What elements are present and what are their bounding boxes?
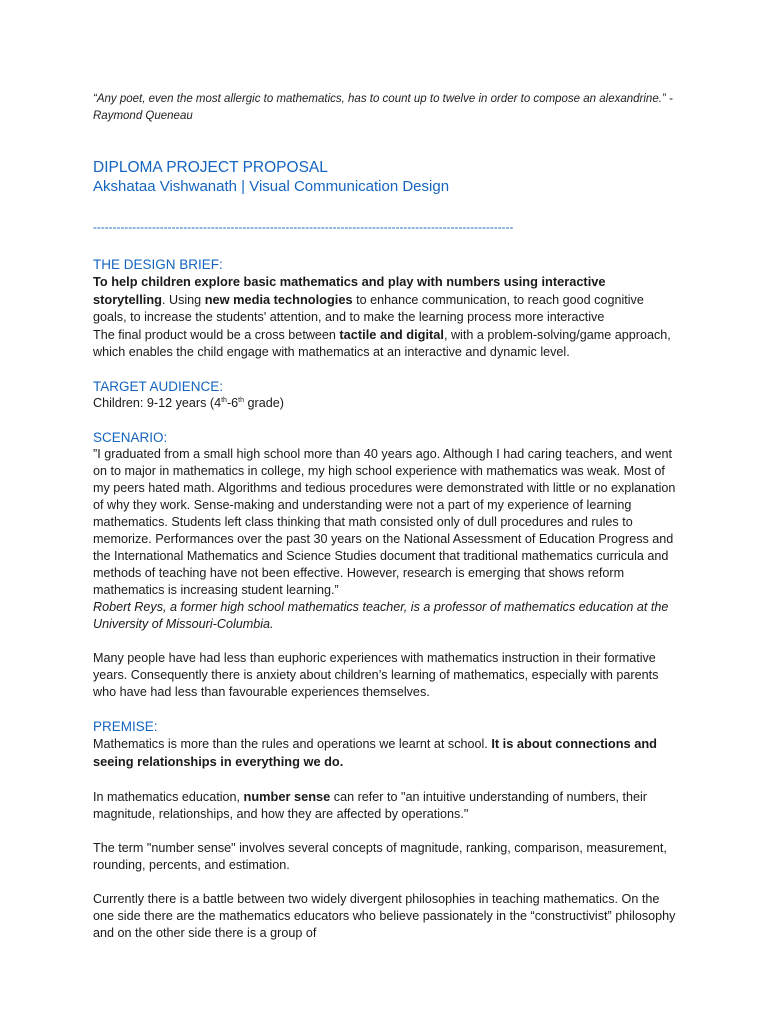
design-brief-tech: new media technologies [204,292,353,307]
design-brief-text: , with a problem-solving/game approach, which enables the child engage with mathematics at an interactive and dynamic level. [93,328,671,359]
target-audience-text [93,395,678,412]
document-page [93,91,678,942]
target-audience-part: Children: 9-12 years (4 [93,396,222,410]
design-brief-emphasis: tactile and digital [339,327,444,342]
epigraph-quote: “Any poet, even the most allergic to mathematics, has to count up to twelve in order to compose an alexandrine.” -Raymond Queneau [93,93,673,122]
premise-paragraph-2 [93,788,678,823]
ordinal-suffix: th [221,396,227,404]
design-brief-text: . Using [161,293,205,307]
author-line: Akshataa Vishwanath | Visual Communication Design [93,178,450,195]
target-audience-part: -6 [226,396,239,410]
scenario-heading: SCENARIO: [93,430,168,445]
premise-paragraph-1 [93,735,678,771]
scenario-attribution: Robert Reys, a former high school mathematics teacher, is a professor of mathematics education at the University of Missouri-Columbia. [93,600,669,631]
premise-heading: PREMISE: [93,719,158,734]
premise-text: In mathematics education, [93,790,244,804]
dashed-divider: ----------------------------------------------------------------------------------------------------------- [93,222,514,234]
document-title: DIPLOMA PROJECT PROPOSAL [93,159,328,176]
number-sense-term: number sense [243,789,331,804]
design-brief-heading: THE DESIGN BRIEF: [93,257,223,272]
premise-text: Mathematics is more than the rules and operations we learnt at school. [93,737,492,751]
premise-text: can refer to "an intuitive understanding of numbers, their magnitude, relationships, and how they are affected by operations." [93,790,647,821]
design-brief-text: to enhance communication, to reach good cognitive goals, to increase the students' attention, and to make the learning process more interactive [93,293,644,324]
premise-emphasis: It is about connections and seeing relationships in everything we do. [93,736,657,769]
ordinal-suffix: th [238,396,244,404]
scenario-quote: ”I graduated from a small high school more than 40 years ago. Although I had caring teachers, and went on to major in mathematics in college, my high school experience with mathematics was weak. Most of my peers hated math. Algorithms and tedious procedures were demonstrated with little or no explanation of why they work. Sense-making and understanding were not a part of my experience of learning mathematics. Students left class thinking that math consisted only of dull procedures and rules to memorize. Performances over the past 30 years on the National Assessment of Education Progress and the International Mathematics and Science Studies document that traditional mathematics curricula and methods of teaching have not been effective. However, research is emerging that shows reform mathematics is increasing student learning.” [93,447,676,597]
design-brief-goal: To help children explore basic mathematics and play with numbers using interactive storytelling [93,274,606,307]
target-audience-part: grade) [244,396,284,410]
design-brief-text: The final product would be a cross between [93,328,340,342]
premise-paragraph-3: The term "number sense" involves several concepts of magnitude, ranking, comparison, measurement, rounding, percents, and estimation. [93,841,667,872]
scenario-paragraph: Many people have had less than euphoric experiences with mathematics instruction in their formative years. Consequently there is anxiety about children’s learning of mathematics, especially with parents who have had less than favourable experiences themselves. [93,651,659,699]
design-brief-paragraph-1 [93,273,678,326]
premise-paragraph-4: Currently there is a battle between two widely divergent philosophies in teaching mathematics. On the one side there are the mathematics educators who believe passionately in the “constructivist” philosophy and on the other side there is a group of [93,892,676,940]
design-brief-paragraph-2 [93,326,678,361]
target-audience-heading: TARGET AUDIENCE: [93,379,224,394]
